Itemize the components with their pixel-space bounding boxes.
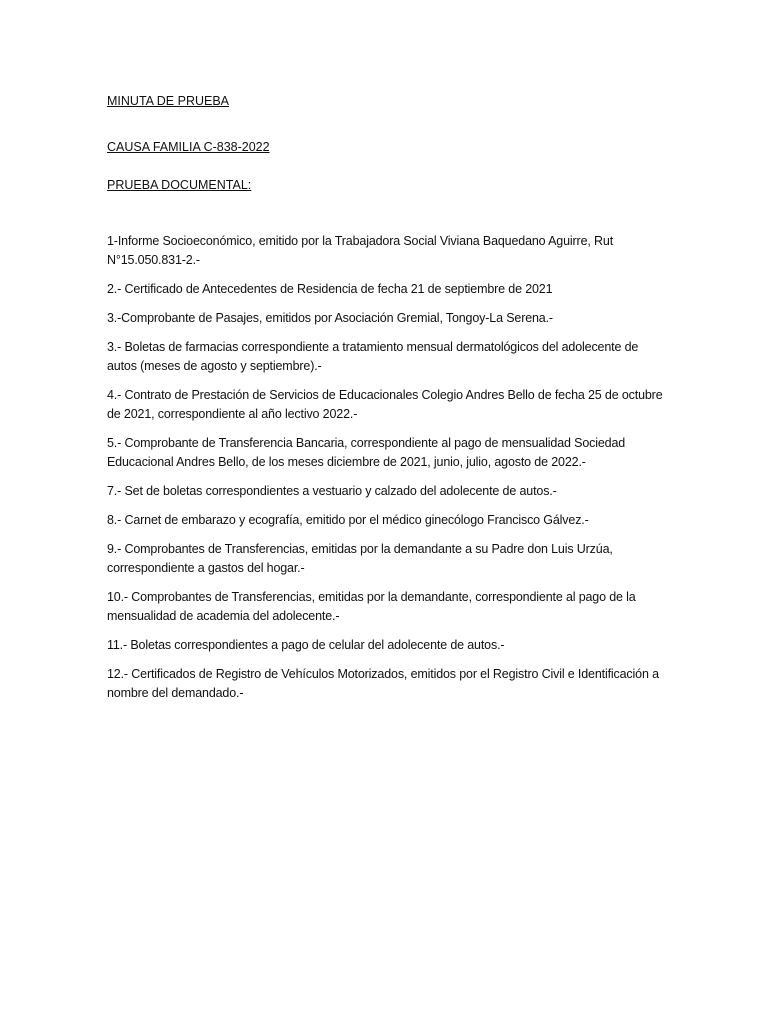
- case-reference: CAUSA FAMILIA C-838-2022: [107, 140, 270, 154]
- evidence-item: 3.-Comprobante de Pasajes, emitidos por Asociación Gremial, Tongoy-La Serena.-: [107, 311, 553, 325]
- document-title: MINUTA DE PRUEBA: [107, 94, 230, 108]
- evidence-item: 10.- Comprobantes de Transferencias, emitidas por la demandante, correspondiente al pago de la mensualidad de academia del adolecente.-: [107, 590, 636, 623]
- evidence-item: 9.- Comprobantes de Transferencias, emitidas por la demandante a su Padre don Luis Urzúa, correspondiente a gastos del hogar.-: [107, 542, 613, 575]
- evidence-item: 7.- Set de boletas correspondientes a vestuario y calzado del adolecente de autos.-: [107, 484, 557, 498]
- evidence-item: 2.- Certificado de Antecedentes de Residencia de fecha 21 de septiembre de 2021: [107, 282, 553, 296]
- evidence-item: 12.- Certificados de Registro de Vehículos Motorizados, emitidos por el Registro Civil e Identificación a nombre del demandado.-: [107, 667, 659, 700]
- document-page: [107, 92, 663, 700]
- evidence-item: 1-Informe Socioeconómico, emitido por la Trabajadora Social Viviana Baquedano Aguirre, Rut N°15.050.831-2.-: [107, 234, 614, 267]
- section-heading: PRUEBA DOCUMENTAL:: [107, 178, 252, 192]
- evidence-list: [107, 232, 663, 713]
- evidence-item: 5.- Comprobante de Transferencia Bancaria, correspondiente al pago de mensualidad Sociedad Educacional Andres Bello, de los meses diciembre de 2021, junio, julio, agosto de 2022.-: [107, 436, 626, 469]
- evidence-item: 4.- Contrato de Prestación de Servicios de Educacionales Colegio Andres Bello de fecha 25 de octubre de 2021, correspondiente al año lectivo 2022.-: [107, 388, 663, 421]
- evidence-item: 3.- Boletas de farmacias correspondiente a tratamiento mensual dermatológicos del adolecente de autos (meses de agosto y septiembre).-: [107, 340, 639, 373]
- evidence-item: 11.- Boletas correspondientes a pago de celular del adolecente de autos.-: [107, 638, 505, 652]
- evidence-item: 8.- Carnet de embarazo y ecografía, emitido por el médico ginecólogo Francisco Gálvez.-: [107, 513, 589, 527]
